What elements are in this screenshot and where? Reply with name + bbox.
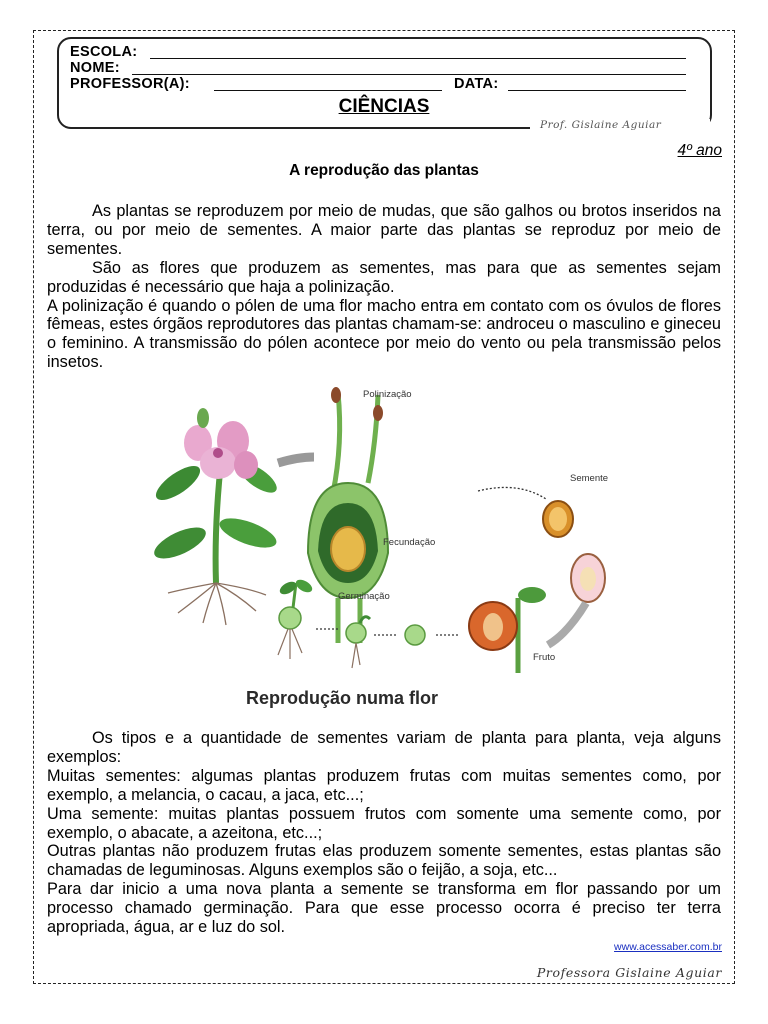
examples-text [47,729,721,937]
flowering-plant [150,408,281,583]
seedling-small [346,617,370,668]
teacher-label: PROFESSOR(A): [70,76,190,92]
arrow-icon [548,603,586,645]
seed-sprout [405,625,425,645]
website-link[interactable]: www.acessaber.com.br [614,941,722,953]
roots [168,583,266,625]
flower-cross-section [308,387,388,643]
seedling [278,577,315,659]
name-label: NOME: [70,60,120,76]
intro-text [47,202,721,372]
paragraph: Muitas sementes: algumas plantas produzem frutas com muitas sementes como, por exemplo, a melancia, o cacau, a jaca, etc...; [47,766,721,804]
label-fruit: Fruto [533,652,556,663]
label-seed: Semente [570,473,609,484]
teacher-field-line[interactable] [214,90,442,91]
figure-caption: Reprodução numa flor [246,688,439,708]
date-field-line[interactable] [508,90,686,91]
label-pollination: Polinização [363,389,412,400]
date-label: DATA: [454,76,499,92]
subject-title: CIÊNCIAS [338,96,430,117]
grade-label: 4º ano [677,142,722,159]
reproduction-diagram [138,383,658,713]
paragraph: A polinização é quando o pólen de uma flor macho entra em contato com os óvulos de flores fêmeas, estes órgãos reprodutores das plantas chamam-se: androceu o masculino e gineceu o feminino. A transmissão do pólen acontece por meio do vento ou pela transmissão pelos insetos. [47,296,721,372]
signature: Professora Gislaine Aguiar [536,965,722,980]
school-label: ESCOLA: [70,44,138,60]
school-field-line[interactable] [150,58,686,59]
paragraph: Outras plantas não produzem frutas elas produzem somente sementes, estas plantas são chamadas de leguminosas. Alguns exemplos são o feijão, a soja, etc... [47,842,721,880]
paragraph: As plantas se reproduzem por meio de mudas, que são galhos ou brotos inseridos na terra, ou por meio de sementes. A maior parte das plantas se reproduz por meio de sementes. [47,202,721,258]
cycle-arrow [478,487,546,499]
paragraph: Para dar inicio a uma nova planta a semente se transforma em flor passando por um processo chamado germinação. Para que esse processo ocorra é preciso ter terra apropriada, água, ar e luz do sol. [47,880,721,937]
document-title: A reprodução das plantas [289,162,479,179]
arrow-icon [278,457,314,463]
label-fertilization: Fecundação [383,537,436,548]
label-germination: Germinação [338,591,390,602]
paragraph: São as flores que produzem as sementes, mas para que as sementes sejam produzidas é necessário que haja a polinização. [47,258,721,296]
name-field-line[interactable] [132,74,686,75]
teacher-mark: Prof. Gislaine Aguiar [540,119,662,131]
paragraph: Os tipos e a quantidade de sementes variam de planta para planta, veja alguns exemplos: [47,729,721,766]
paragraph: Uma semente: muitas plantas possuem frutos com somente uma semente como, por exemplo, o abacate, a azeitona, etc...; [47,804,721,842]
